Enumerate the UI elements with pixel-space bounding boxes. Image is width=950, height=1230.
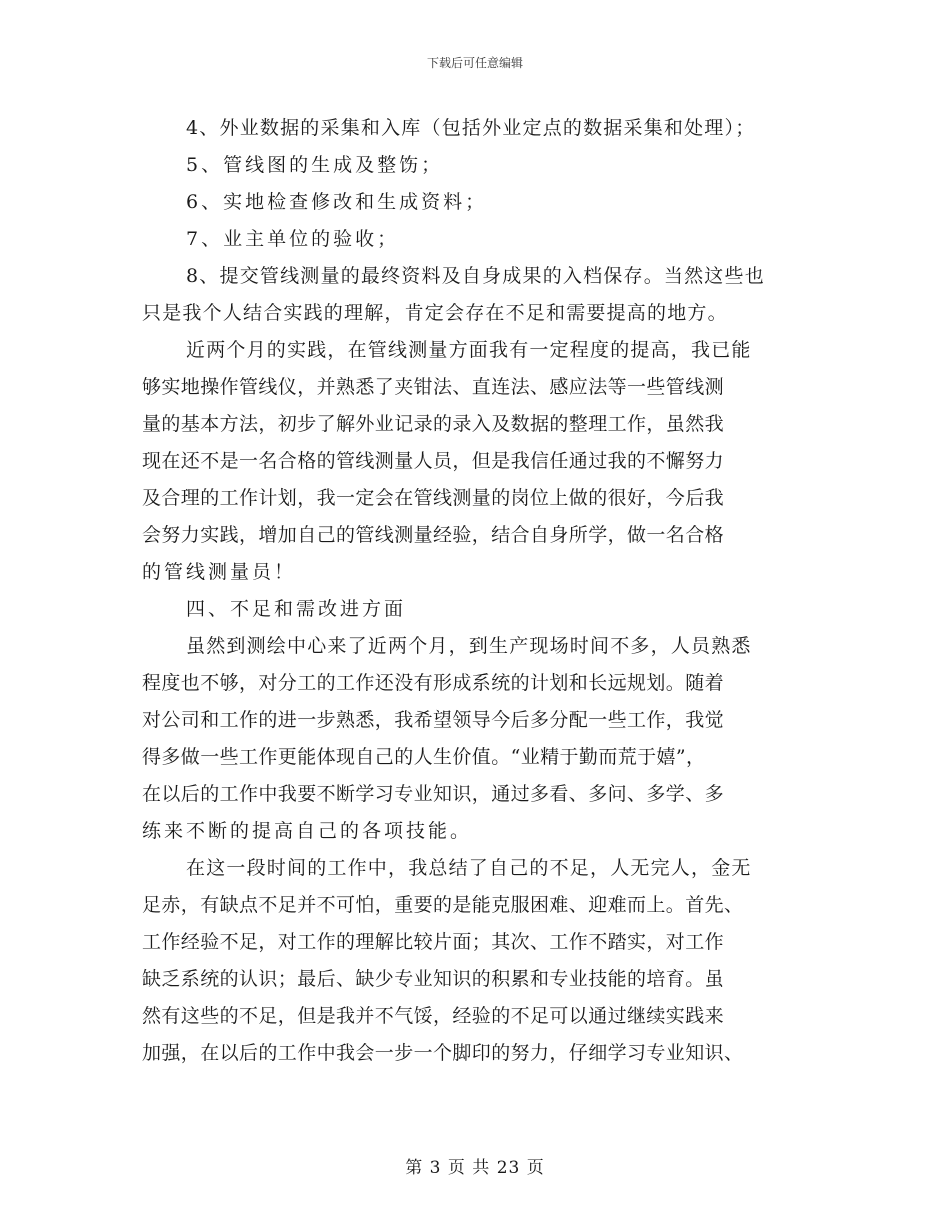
text-line: 足赤，有缺点不足并不可怕，重要的是能克服困难、迎难而上。首先、 [142,894,744,916]
text-line: 4、外业数据的采集和入库（包括外业定点的数据采集和处理）； [186,117,756,139]
text-line: 缺乏系统的认识；最后、缺少专业知识的积累和专业技能的培育。虽 [142,968,725,990]
document-body [142,110,802,1072]
text-line: 在以后的工作中我要不断学习专业知识，通过多看、多问、多学、多 [142,783,725,805]
text-line: 只是我个人结合实践的理解，肯定会存在不足和需要提高的地方。 [142,302,728,324]
text-line: 现在还不是一名合格的管线测量人员，但是我信任通过我的不懈努力 [142,450,725,472]
text-line: 对公司和工作的进一步熟悉，我希望领导今后多分配一些工作，我觉 [142,709,725,731]
text-line: 在这一段时间的工作中，我总结了自己的不足，人无完人，金无 [186,857,752,879]
text-line: 的管线测量员！ [142,561,297,583]
text-line: 7、业主单位的验收； [186,228,400,250]
text-line: 工作经验不足，对工作的理解比较片面；其次、工作不踏实，对工作 [142,931,725,953]
page-number: 第 3 页 共 23 页 [405,1158,545,1178]
text-line: 得多做一些工作更能体现自己的人生价值。“业精于勤而荒于嬉”， [142,746,706,768]
text-line: 8、提交管线测量的最终资料及自身成果的入档保存。当然这些也 [186,265,765,287]
text-line: 5、管线图的生成及整饬； [186,154,444,176]
text-line: 加强，在以后的工作中我会一步一个脚印的努力，仔细学习专业知识、 [142,1042,744,1064]
text-line: 然有这些的不足，但是我并不气馁，经验的不足可以通过继续实践来 [142,1005,725,1027]
text-line: 程度也不够，对分工的工作还没有形成系统的计划和长远规划。随着 [142,672,725,694]
text-line: 虽然到测绘中心来了近两个月，到生产现场时间不多，人员熟悉 [186,635,752,657]
page-header-note: 下载后可任意编辑 [426,56,523,70]
text-line: 6、实地检查修改和生成资料； [186,191,488,213]
text-line: 量的基本方法，初步了解外业记录的录入及数据的整理工作，虽然我 [142,413,725,435]
text-line: 够实地操作管线仪，并熟悉了夹钳法、直连法、感应法等一些管线测 [142,376,725,398]
section-heading: 四、不足和需改进方面 [186,598,407,620]
text-line: 会努力实践，增加自己的管线测量经验，结合自身所学，做一名合格 [142,524,725,546]
text-line: 近两个月的实践，在管线测量方面我有一定程度的提高，我已能 [186,339,752,361]
text-line: 练来不断的提高自己的各项技能。 [142,820,473,842]
text-line: 及合理的工作计划，我一定会在管线测量的岗位上做的很好，今后我 [142,487,725,509]
